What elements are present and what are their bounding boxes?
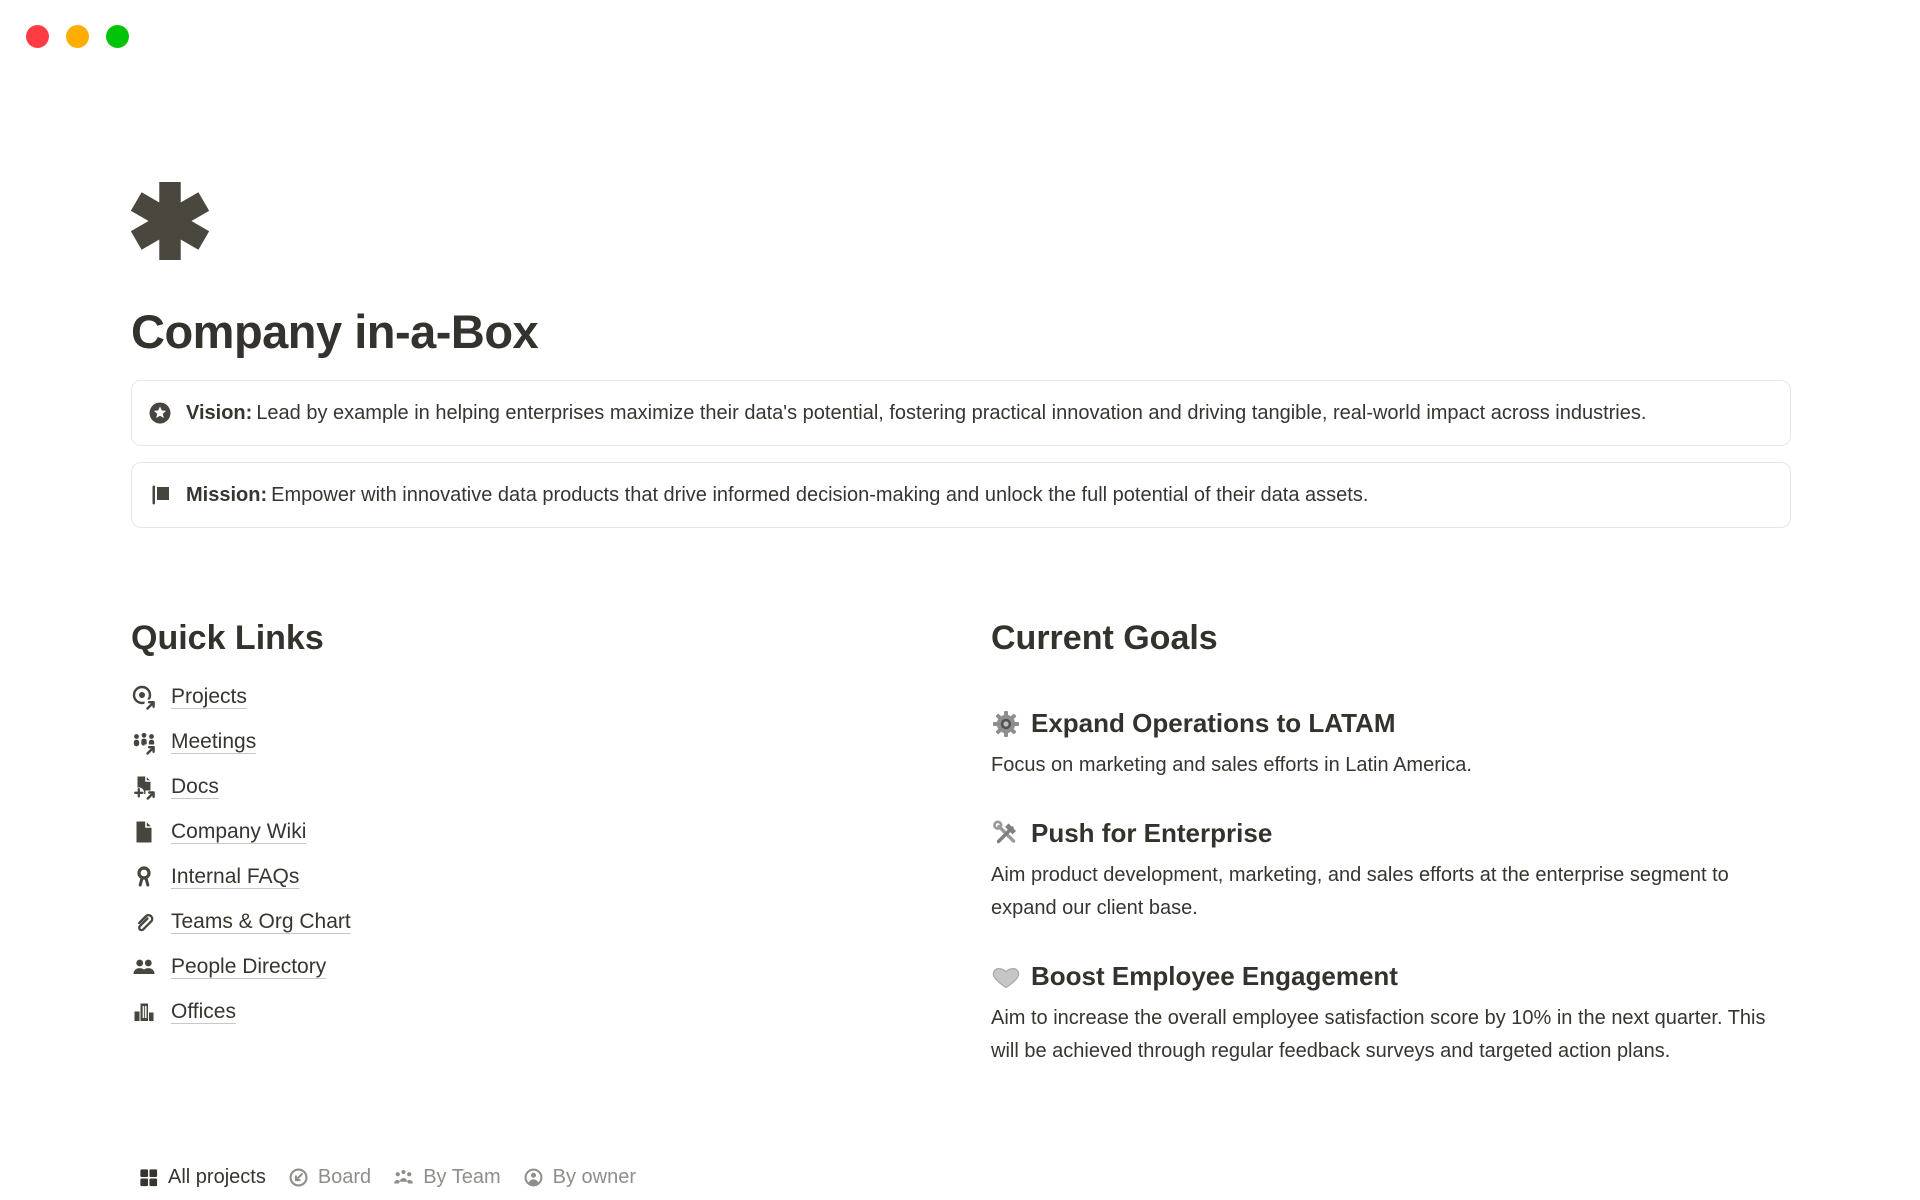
grey-heart-icon	[991, 962, 1021, 992]
quick-link-internal-faqs[interactable]: Internal FAQs	[131, 854, 907, 899]
quick-links-heading: Quick Links	[131, 619, 324, 657]
owner-view-icon	[523, 1167, 544, 1188]
quick-link-offices[interactable]: Offices	[131, 989, 907, 1034]
board-view-icon	[288, 1167, 309, 1188]
quick-link-projects[interactable]: Projects	[131, 674, 907, 719]
flag-icon	[148, 483, 172, 507]
goal-heading-push-enterprise: Push for Enterprise	[991, 818, 1791, 849]
paperclip-icon	[131, 909, 157, 935]
star-circle-icon	[148, 401, 172, 425]
current-goals-heading: Current Goals	[991, 619, 1218, 657]
tab-by-owner[interactable]: By owner	[523, 1166, 636, 1189]
goal-desc-push-enterprise: Aim product development, marketing, and sales efforts at the enterprise segment to expand our client base.	[991, 864, 1729, 919]
goal-heading-expand-latam: Expand Operations to LATAM	[991, 708, 1791, 739]
mission-text: Mission: Empower with innovative data products that drive informed decision-making and unlock the full potential of their data assets.	[186, 484, 1369, 506]
zoom-button[interactable]	[106, 25, 129, 48]
page-icon	[131, 819, 157, 845]
grid-view-icon	[138, 1167, 159, 1188]
mission-callout	[131, 462, 1791, 528]
minimize-button[interactable]	[66, 25, 89, 48]
page-content	[131, 0, 1791, 1068]
quick-link-company-wiki[interactable]: Company Wiki	[131, 809, 907, 854]
close-button[interactable]	[26, 25, 49, 48]
tab-all-projects[interactable]: All projects	[138, 1166, 266, 1189]
keyhole-icon	[131, 864, 157, 890]
vision-callout	[131, 380, 1791, 446]
tab-board[interactable]: Board	[288, 1166, 371, 1189]
target-link-icon	[131, 684, 157, 710]
page-title: Company in-a-Box	[131, 305, 539, 358]
quick-link-docs[interactable]: Docs	[131, 764, 907, 809]
tab-by-team[interactable]: By Team	[393, 1166, 500, 1189]
current-goals-column	[991, 618, 1791, 1068]
view-tabs	[138, 1166, 636, 1189]
people-icon	[131, 954, 157, 980]
goal-heading-boost-engagement: Boost Employee Engagement	[991, 961, 1791, 992]
quick-link-teams-org-chart[interactable]: Teams & Org Chart	[131, 899, 907, 944]
team-view-icon	[393, 1167, 414, 1188]
building-icon	[131, 999, 157, 1025]
window-controls	[26, 25, 129, 48]
hammer-wrench-icon	[991, 819, 1021, 849]
goal-desc-boost-engagement: Aim to increase the overall employee satisfaction score by 10% in the next quarter. This will be achieved through regular feedback surveys and targeted action plans.	[991, 1007, 1766, 1062]
quick-link-meetings[interactable]: Meetings	[131, 719, 907, 764]
gear-icon	[991, 709, 1021, 739]
meeting-link-icon	[131, 729, 157, 755]
goal-desc-expand-latam: Focus on marketing and sales efforts in Latin America.	[991, 754, 1472, 776]
quick-links-column	[131, 618, 907, 1068]
vision-text: Vision: Lead by example in helping enterprises maximize their data's potential, fostering practical innovation and driving tangible, real-world impact across industries.	[186, 402, 1647, 424]
doc-add-link-icon	[131, 774, 157, 800]
quick-link-people-directory[interactable]: People Directory	[131, 944, 907, 989]
asterisk-icon[interactable]	[131, 182, 209, 260]
